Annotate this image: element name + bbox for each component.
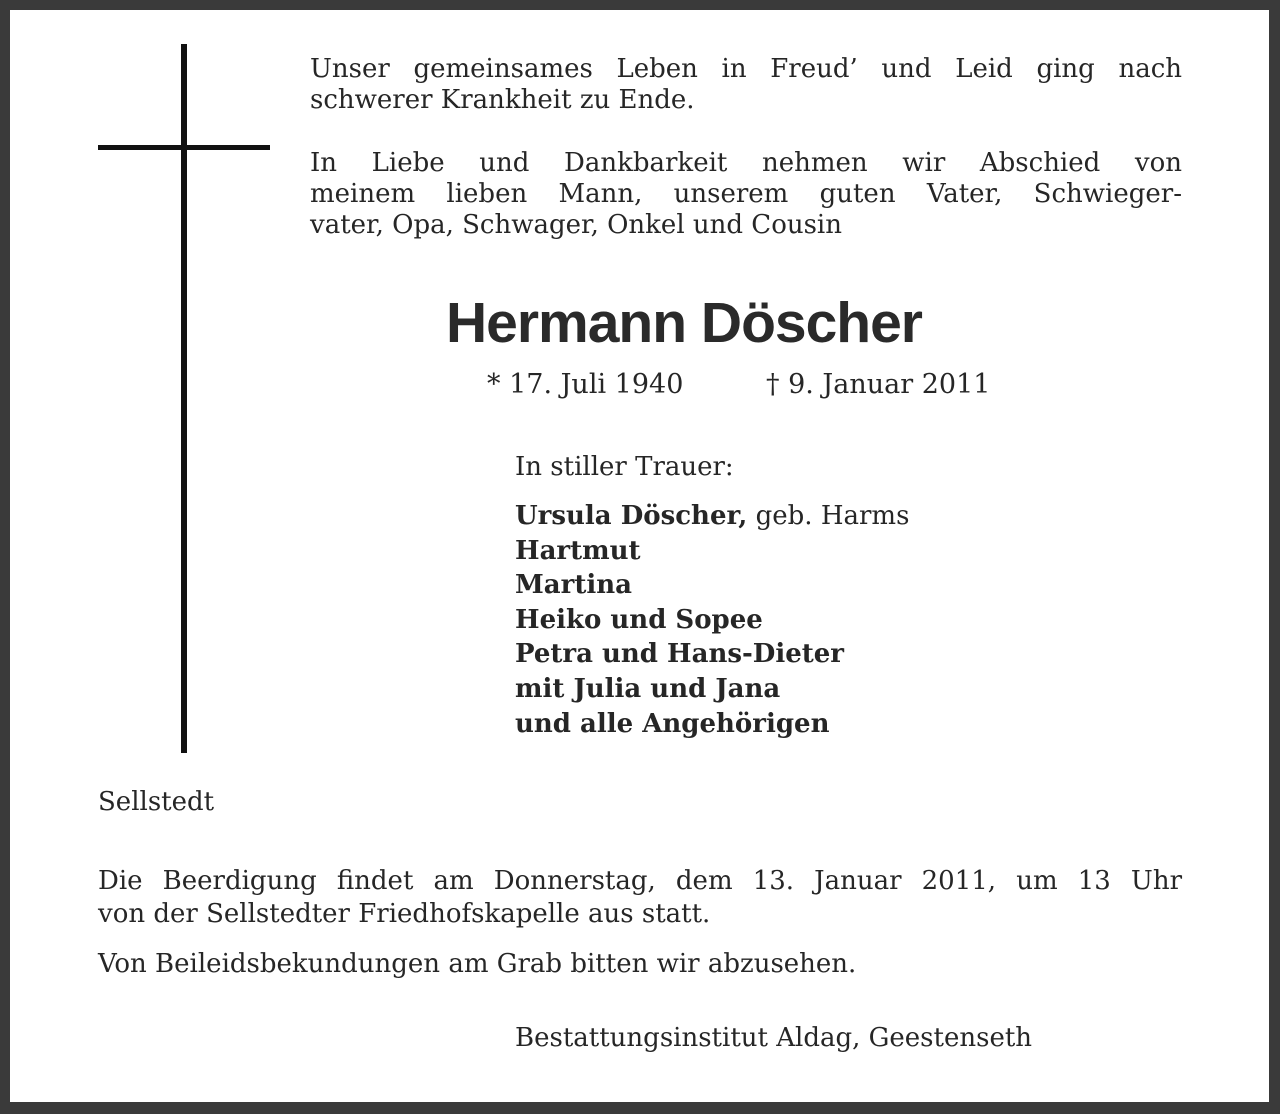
funeral-info [98,865,1182,931]
farewell-line: meinem lieben Mann, unserem guten Vater, Schwieger- [310,179,1182,209]
funeral-line: Die Beerdigung findet am Donnerstag, dem 13. Januar 2011, um 13 Uhr [98,866,1182,896]
obituary-notice [10,10,1269,1102]
family-member-name: Ursula Döscher, [515,501,748,531]
intro-line: schwerer Krankheit zu Ende. [310,85,695,115]
family-member: Petra und Hans-Dieter [515,639,844,670]
undertaker-name: Bestattungsinstitut Aldag, Geestenseth [515,1023,1033,1053]
farewell-line: In Liebe und Dankbarkeit nehmen wir Abschied von [310,148,1182,178]
intro-line: Unser gemeinsames Leben in Freud’ und Leid ging nach [310,54,1182,84]
family-member-maiden-name: geb. Harms [747,501,910,531]
cross-icon-crossbar [98,145,270,150]
funeral-line: von der Sellstedter Friedhofskapelle aus statt. [98,899,711,929]
family-member: Heiko und Sopee [515,604,763,635]
family-member: mit Julia und Jana [515,673,781,704]
intro-paragraph [310,54,1182,116]
cross-icon [181,44,187,753]
family-member: Martina [515,570,632,601]
place-name: Sellstedt [98,787,215,817]
farewell-line: vater, Opa, Schwager, Onkel und Cousin [310,210,842,240]
farewell-paragraph [310,148,1182,241]
family-list [515,499,909,741]
deceased-name: Hermann Döscher [446,291,922,355]
family-member [515,499,909,534]
mourning-heading: In stiller Trauer: [515,452,734,482]
condolence-note: Von Beileidsbekundungen am Grab bitten wir abzusehen. [98,949,857,979]
family-member: Hartmut [515,535,641,566]
family-member: und alle Angehörigen [515,708,830,739]
death-date: † 9. Januar 2011 [766,369,991,400]
birth-date: * 17. Juli 1940 [487,369,684,400]
